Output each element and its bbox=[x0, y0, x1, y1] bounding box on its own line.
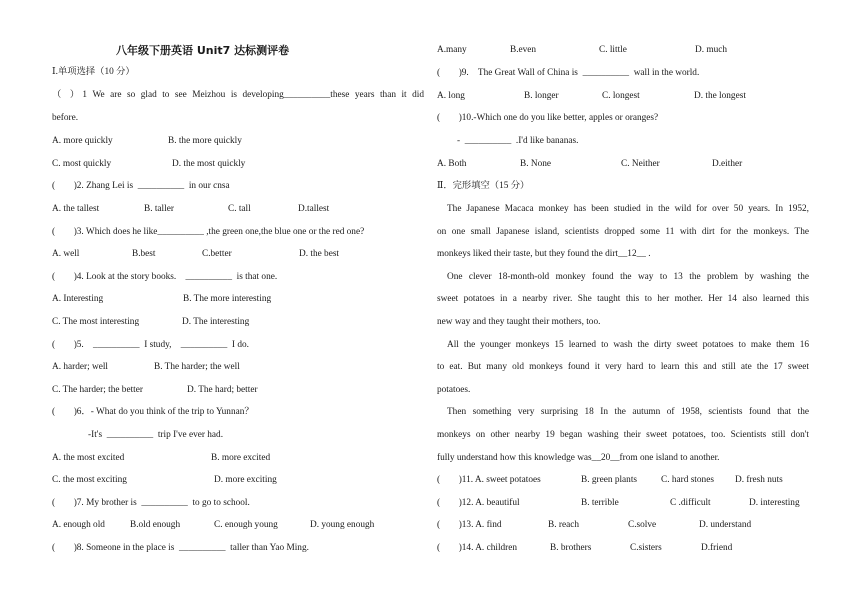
question-3-stem: ( )3. Which does he like__________ ,the green one,the blue one or the red one? bbox=[52, 227, 365, 237]
option-c: C.solve bbox=[628, 520, 657, 530]
passage-line: monkeys liked their taste, but they found the dirt__12__ . bbox=[437, 249, 651, 259]
question-1-stem: （ ）1 We are so glad to see Meizhou is developing__________these years than it did bbox=[52, 90, 424, 100]
question-6-stem-cont: -It's __________ trip I've ever had. bbox=[88, 430, 224, 440]
question-10-stem-cont: - __________ .I'd like bananas. bbox=[457, 136, 579, 146]
option-a: A. well bbox=[52, 249, 80, 259]
option-d: D. young enough bbox=[310, 520, 375, 530]
question-10-stem: ( )10.-Which one do you like better, apples or oranges? bbox=[437, 113, 659, 123]
option-d: D. much bbox=[695, 45, 728, 55]
option-d: D.tallest bbox=[298, 204, 330, 214]
question-13-option-a: ( )13. A. find bbox=[437, 520, 502, 530]
option-b: B. more excited bbox=[211, 453, 271, 463]
option-d: D. The hard; better bbox=[187, 385, 258, 395]
question-11-option-a: ( )11. A. sweet potatoes bbox=[437, 475, 541, 485]
option-d: D. the most quickly bbox=[172, 159, 246, 169]
option-d: D. the longest bbox=[694, 91, 746, 101]
question-2-stem: ( )2. Zhang Lei is __________ in our cnsa bbox=[52, 181, 230, 191]
section1-heading: Ⅰ.单项选择（10 分） bbox=[52, 67, 135, 77]
question-5-stem: ( )5. __________ I study, __________ I do. bbox=[52, 340, 249, 350]
option-a: A.many bbox=[437, 45, 467, 55]
option-c: C. little bbox=[599, 45, 627, 55]
passage-line: The Japanese Macaca monkey has been studied in the wild for over 50 years. In 1952, bbox=[447, 204, 809, 214]
option-c: C .difficult bbox=[670, 498, 711, 508]
option-b: B. longer bbox=[524, 91, 559, 101]
option-c: C. hard stones bbox=[661, 475, 714, 485]
question-14-option-a: ( )14. A. children bbox=[437, 543, 518, 553]
question-7-stem: ( )7. My brother is __________ to go to school. bbox=[52, 498, 250, 508]
question-8-stem: ( )8. Someone in the place is __________ taller than Yao Ming. bbox=[52, 543, 309, 553]
option-b: B. terrible bbox=[581, 498, 619, 508]
option-d: D. the best bbox=[299, 249, 340, 259]
option-b: B. reach bbox=[548, 520, 579, 530]
option-b: B.best bbox=[132, 249, 156, 259]
option-c: C.better bbox=[202, 249, 232, 259]
option-b: B. The harder; the well bbox=[154, 362, 240, 372]
passage-line: potatoes. bbox=[437, 385, 471, 395]
option-b: B. taller bbox=[144, 204, 174, 214]
option-d: D.friend bbox=[701, 543, 733, 553]
option-c: C. tall bbox=[228, 204, 251, 214]
option-b: B.even bbox=[510, 45, 537, 55]
option-b: B. The more interesting bbox=[183, 294, 272, 304]
passage-line: All the younger monkeys 15 learned to wash the dirty sweet potatoes to make them 16 bbox=[447, 340, 809, 350]
option-c: C. the most exciting bbox=[52, 475, 127, 485]
option-b: B.old enough bbox=[130, 520, 181, 530]
option-b: B. the more quickly bbox=[168, 136, 242, 146]
option-a: A. harder; well bbox=[52, 362, 109, 372]
passage-line: to eat. But many old monkeys found it very hard to learn this and still ate the 17 sweet bbox=[437, 362, 809, 372]
option-c: C. enough young bbox=[214, 520, 278, 530]
section2-heading: Ⅱ．完形填空（15 分） bbox=[437, 181, 530, 191]
option-d: D. more exciting bbox=[214, 475, 277, 485]
option-d: D. interesting bbox=[749, 498, 800, 508]
passage-line: monkeys on other nearby 19 began washing their sweet potatoes, too. Scientists still don't bbox=[437, 430, 809, 440]
option-a: A. Both bbox=[437, 159, 467, 169]
option-d: D. understand bbox=[699, 520, 752, 530]
option-c: C. Neither bbox=[621, 159, 660, 169]
page-title: 八年级下册英语 Unit7 达标测评卷 bbox=[116, 44, 290, 57]
option-b: B. green plants bbox=[581, 475, 638, 485]
option-a: A. more quickly bbox=[52, 136, 113, 146]
option-a: A. Interesting bbox=[52, 294, 104, 304]
option-d: D. The interesting bbox=[182, 317, 250, 327]
passage-line: new way and they taught their mothers, too. bbox=[437, 317, 601, 327]
passage-line: sweet potatoes in a nearby river. She taught this to her mother. Her 14 also learned this bbox=[437, 294, 809, 304]
option-c: C. longest bbox=[602, 91, 640, 101]
question-14 bbox=[437, 542, 733, 614]
passage-line: fully understand how this knowledge was__20__from one island to another. bbox=[437, 453, 720, 463]
option-c: C. The harder; the better bbox=[52, 385, 143, 395]
question-12-option-a: ( )12. A. beautiful bbox=[437, 498, 520, 508]
question-4-stem: ( )4. Look at the story books. __________ is that one. bbox=[52, 272, 278, 282]
option-a: A. the most excited bbox=[52, 453, 125, 463]
question-9-stem: ( )9. The Great Wall of China is __________ wall in the world. bbox=[437, 68, 700, 78]
option-b: B. None bbox=[520, 159, 551, 169]
passage-line: One clever 18-month-old monkey found the way to 13 the problem by washing the bbox=[447, 272, 809, 282]
option-a: A. long bbox=[437, 91, 465, 101]
passage-line: Then something very surprising 18 In the autumn of 1958, scientists found that the bbox=[447, 407, 809, 417]
option-c: C. The most interesting bbox=[52, 317, 140, 327]
option-d: D. fresh nuts bbox=[735, 475, 783, 485]
passage-line: on one small Japanese island, scientists dropped some 11 with dirt for the monkeys. The bbox=[437, 227, 809, 237]
option-a: A. the tallest bbox=[52, 204, 100, 214]
option-b: B. brothers bbox=[550, 543, 592, 553]
question-1-stem-cont: before. bbox=[52, 113, 79, 123]
option-d: D.either bbox=[712, 159, 743, 169]
option-c: C. most quickly bbox=[52, 159, 112, 169]
question-6-stem: ( )6．- What do you think of the trip to Yunnan？ bbox=[52, 407, 254, 417]
option-c: C.sisters bbox=[630, 543, 662, 553]
option-a: A. enough old bbox=[52, 520, 105, 530]
